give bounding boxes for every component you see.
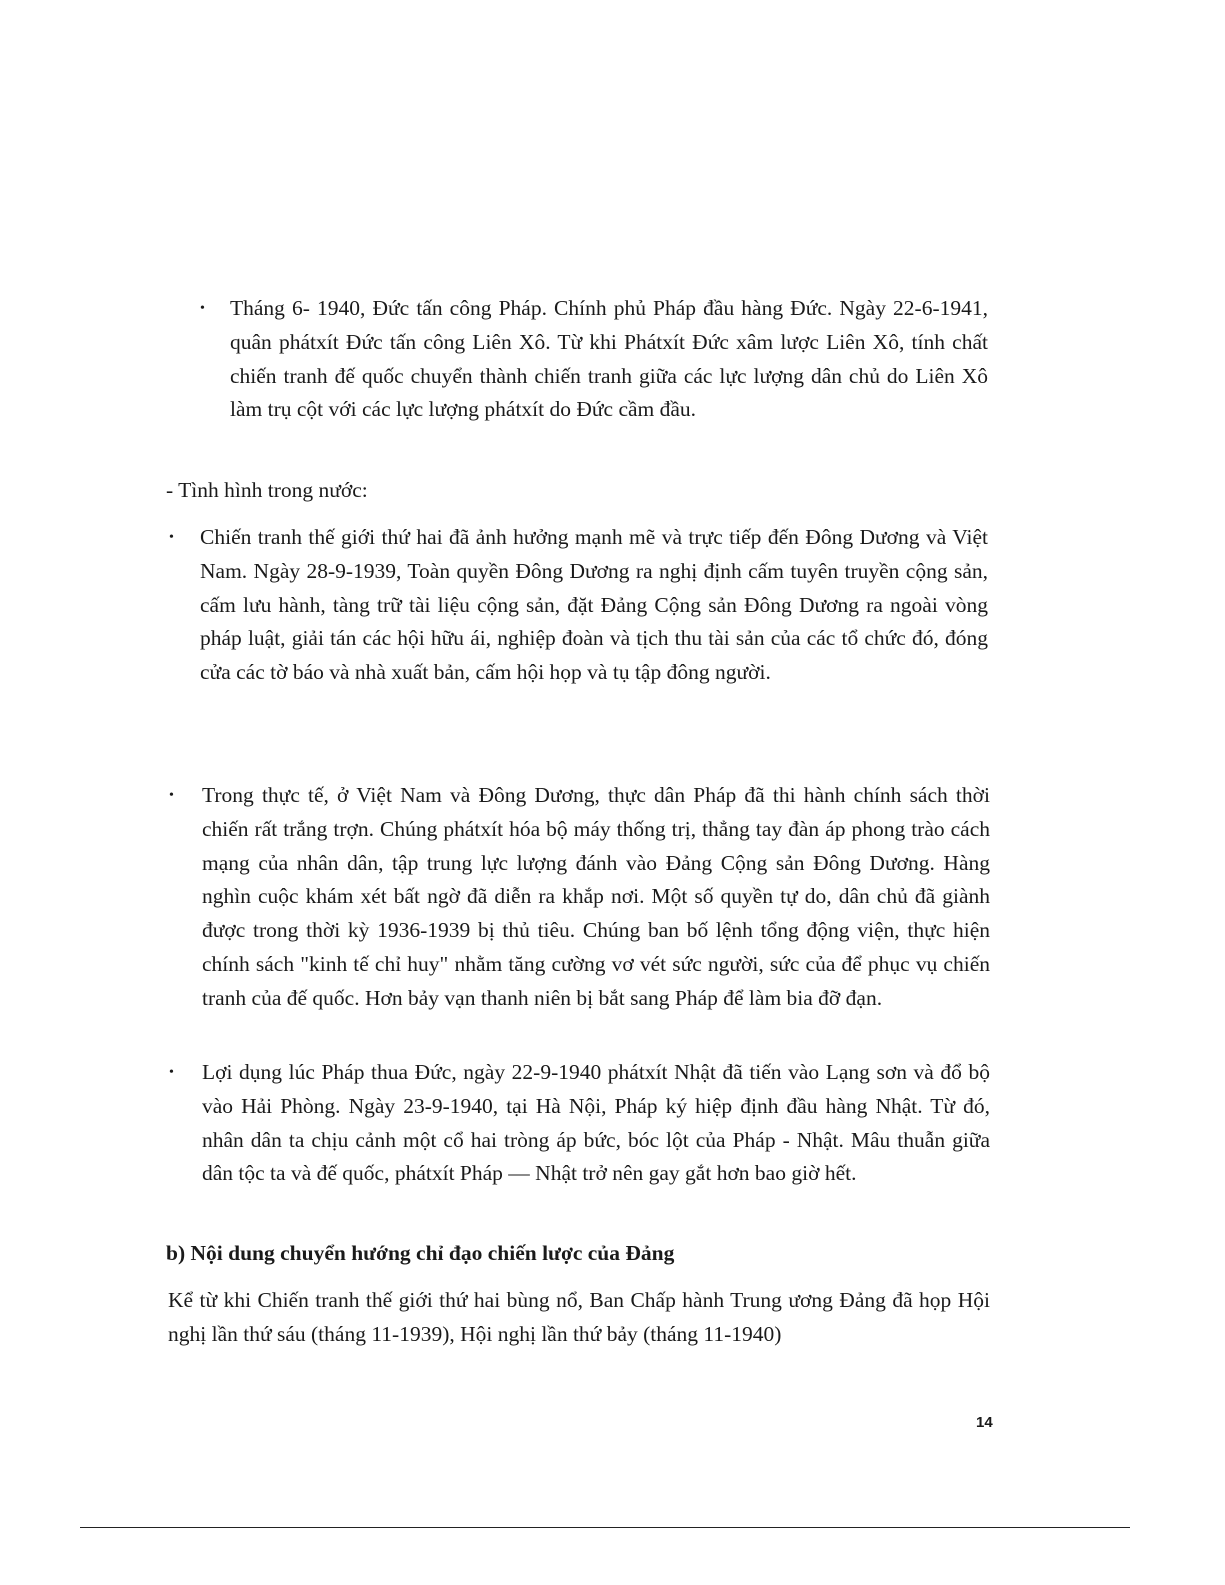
footer-rule xyxy=(80,1527,1130,1528)
domestic-bullet-2: Trong thực tế, ở Việt Nam và Đông Dương, thực dân Pháp đã thi hành chính sách thời chiến rất trắng trợn. Chúng phátxít hóa bộ máy thống trị, thẳng tay đàn áp phong trào cách mạng của nhân dân, tập trung lực lượng đánh vào Đảng Cộng sản Đông Dương. Hàng nghìn cuộc khám xét bất ngờ đã diễn ra khắp nơi. Một số quyền tự do, dân chủ đã giành được trong thời kỳ 1936-1939 bị thủ tiêu. Chúng ban bố lệnh tổng động viện, thực hiện chính sách "kinh tế chỉ huy" nhằm tăng cường vơ vét sức người, sức của để phục vụ chiến tranh của đế quốc. Hơn bảy vạn thanh niên bị bắt sang Pháp để làm bia đỡ đạn. xyxy=(202,783,990,1010)
bullet-marker: • xyxy=(169,1065,174,1080)
domestic-bullet-3: Lợi dụng lúc Pháp thua Đức, ngày 22-9-1940 phátxít Nhật đã tiến vào Lạng sơn và đổ bộ vào Hải Phòng. Ngày 23-9-1940, tại Hà Nội, Pháp ký hiệp định đầu hàng Nhật. Từ đó, nhân dân ta chịu cảnh một cổ hai tròng áp bức, bóc lột của Pháp - Nhật. Mâu thuẫn giữa dân tộc ta và đế quốc, phátxít Pháp — Nhật trở nên gay gắt hơn bao giờ hết. xyxy=(202,1060,990,1186)
section-heading: b) Nội dung chuyển hướng chỉ đạo chiến lược của Đảng xyxy=(166,1241,675,1265)
domestic-bullet-1: Chiến tranh thế giới thứ hai đã ảnh hưởng mạnh mẽ và trực tiếp đến Đông Dương và Việt Nam. Ngày 28-9-1939, Toàn quyền Đông Dương ra nghị định cấm tuyên truyền cộng sản, cấm lưu hành, tàng trữ tài liệu cộng sản, đặt Đảng Cộng sản Đông Dương ra ngoài vòng pháp luật, giải tán các hội hữu ái, nghiệp đoàn và tịch thu tài sản của các tổ chức đó, đóng cửa các tờ báo và nhà xuất bản, cấm hội họp và tụ tập đông người. xyxy=(200,525,988,685)
bullet-marker: • xyxy=(200,301,205,316)
page-number: 14 xyxy=(976,1414,993,1431)
domestic-situation-label: - Tình hình trong nước: xyxy=(166,478,368,502)
intl-situation-bullet: Tháng 6- 1940, Đức tấn công Pháp. Chính phủ Pháp đầu hàng Đức. Ngày 22-6-1941, quân phátxít Đức tấn công Liên Xô. Từ khi Phátxít Đức xâm lược Liên Xô, tính chất chiến tranh đế quốc chuyển thành chiến tranh giữa các lực lượng dân chủ do Liên Xô làm trụ cột với các lực lượng phátxít do Đức cầm đầu. xyxy=(230,296,988,422)
bullet-marker: • xyxy=(169,788,174,803)
bullet-marker: • xyxy=(169,530,174,545)
closing-paragraph: Kể từ khi Chiến tranh thế giới thứ hai bùng nổ, Ban Chấp hành Trung ương Đảng đã họp Hội nghị lần thứ sáu (tháng 11-1939), Hội nghị lần thứ bảy (tháng 11-1940) xyxy=(168,1288,990,1346)
